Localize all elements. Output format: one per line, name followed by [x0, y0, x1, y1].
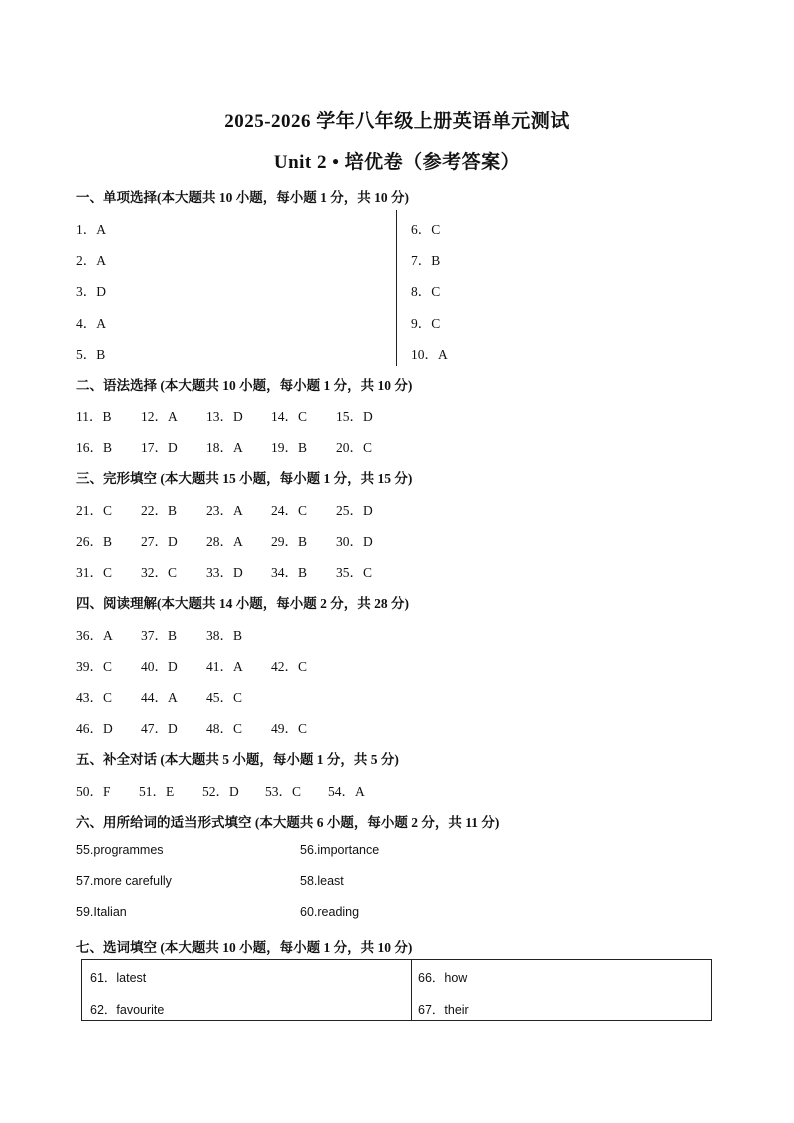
answer-item: 35．C	[336, 565, 373, 580]
answer-item: 24．C	[271, 503, 308, 518]
answer-item: 33．D	[206, 565, 243, 580]
answer-item: 16．B	[76, 440, 113, 455]
answer-item: 32．C	[141, 565, 178, 580]
answer-item: 5．B	[76, 347, 106, 362]
answer-item: 2．A	[76, 253, 106, 268]
answer-item: 51．E	[139, 784, 175, 799]
answer-item: 10．A	[411, 347, 448, 362]
answer-item: 43．C	[76, 690, 113, 705]
answer-item: 17．D	[141, 440, 178, 455]
answer-row	[76, 655, 336, 675]
answer-item: 48．C	[206, 721, 243, 736]
answer-item: 26．B	[76, 534, 113, 549]
section-7-heading: 七、选词填空 (本大题共 10 小题，每小题 1 分，共 10 分)	[76, 940, 413, 955]
section-2-heading: 二、语法选择 (本大题共 10 小题，每小题 1 分，共 10 分)	[76, 378, 413, 393]
answer-item: 54．A	[328, 784, 365, 799]
answer-item: 39．C	[76, 659, 113, 674]
table-cell: 61．latest	[90, 971, 147, 985]
section-4-heading: 四、阅读理解(本大题共 14 小题，每小题 2 分，共 28 分)	[76, 596, 409, 611]
table-divider	[411, 960, 412, 1020]
answer-item: 7．B	[411, 253, 441, 268]
section-5-heading: 五、补全对话 (本大题共 5 小题，每小题 1 分，共 5 分)	[76, 752, 399, 767]
answer-item: 12．A	[141, 409, 178, 424]
answer-item: 22．B	[141, 503, 178, 518]
answer-item: 45．C	[206, 690, 243, 705]
answer-item: 58.least	[300, 874, 344, 888]
answer-row	[76, 561, 401, 581]
table-cell: 66．how	[418, 971, 468, 985]
answer-row	[76, 717, 336, 737]
answer-item: 36．A	[76, 628, 113, 643]
column-divider	[396, 210, 397, 366]
answer-item: 11．B	[76, 409, 112, 424]
answer-item: 50．F	[76, 784, 111, 799]
answer-item: 8．C	[411, 284, 441, 299]
table-cell: 62．favourite	[90, 1003, 165, 1017]
answer-item: 27．D	[141, 534, 178, 549]
answer-item: 13．D	[206, 409, 243, 424]
answer-item: 38．B	[206, 628, 243, 643]
answer-row	[76, 686, 271, 706]
answer-item: 20．C	[336, 440, 373, 455]
answer-item: 42．C	[271, 659, 308, 674]
answer-item: 28．A	[206, 534, 243, 549]
answer-table	[81, 959, 712, 1021]
answer-item: 40．D	[141, 659, 178, 674]
answer-item: 1．A	[76, 222, 106, 237]
answer-item: 41．A	[206, 659, 243, 674]
answer-item: 23．A	[206, 503, 243, 518]
answer-item: 18．A	[206, 440, 243, 455]
answer-row	[76, 624, 271, 644]
answer-item: 52．D	[202, 784, 239, 799]
answer-item: 14．C	[271, 409, 308, 424]
answer-item: 19．B	[271, 440, 308, 455]
answer-item: 55.programmes	[76, 843, 164, 857]
answer-row	[76, 499, 401, 519]
answer-item: 49．C	[271, 721, 308, 736]
answer-row	[76, 405, 401, 425]
answer-item: 29．B	[271, 534, 308, 549]
section-3-heading: 三、完形填空 (本大题共 15 小题，每小题 1 分，共 15 分)	[76, 471, 413, 486]
answer-row	[76, 780, 391, 800]
answer-item: 57.more carefully	[76, 874, 172, 888]
answer-item: 34．B	[271, 565, 308, 580]
answer-item: 25．D	[336, 503, 373, 518]
answer-item: 47．D	[141, 721, 178, 736]
answer-item: 4．A	[76, 316, 106, 331]
answer-item: 37．B	[141, 628, 178, 643]
answer-item: 31．C	[76, 565, 113, 580]
table-cell: 67．their	[418, 1003, 469, 1017]
section-1-heading: 一、单项选择(本大题共 10 小题，每小题 1 分，共 10 分)	[76, 190, 409, 205]
answer-item: 56.importance	[300, 843, 380, 857]
answer-item: 6．C	[411, 222, 441, 237]
answer-item: 30．D	[336, 534, 373, 549]
answer-row	[76, 436, 401, 456]
answer-item: 21．C	[76, 503, 113, 518]
answer-item: 44．A	[141, 690, 178, 705]
page-title: 2025-2026 学年八年级上册英语单元测试	[224, 111, 570, 132]
answer-item: 46．D	[76, 721, 113, 736]
page-subtitle: Unit 2 • 培优卷（参考答案）	[273, 152, 521, 173]
answer-item: 59.Italian	[76, 905, 127, 919]
answer-item: 15．D	[336, 409, 373, 424]
answer-item: 60.reading	[300, 905, 360, 919]
answer-item: 3．D	[76, 284, 106, 299]
answer-row	[76, 530, 401, 550]
section-6-heading: 六、用所给词的适当形式填空 (本大题共 6 小题，每小题 2 分，共 11 分)	[76, 815, 500, 830]
answer-item: 9．C	[411, 316, 441, 331]
answer-item: 53．C	[265, 784, 302, 799]
